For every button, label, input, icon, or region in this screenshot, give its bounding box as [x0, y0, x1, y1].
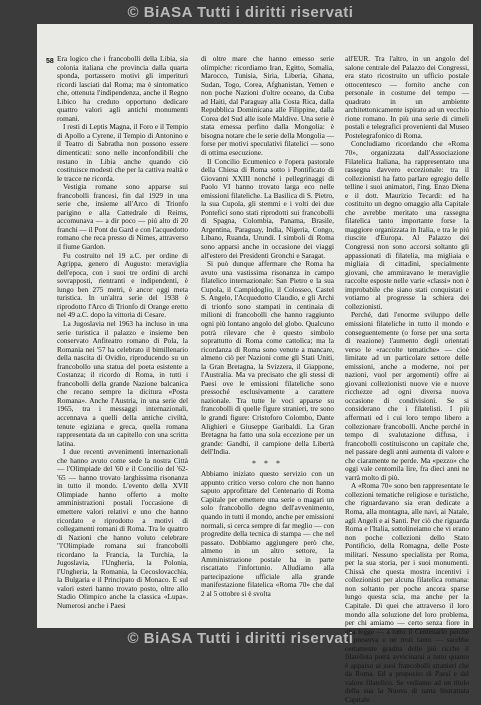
paragraph: Perché, dati l'enorme sviluppo delle emissioni filateliche in tutto il mondo e conseguentemente (o forse per una sorta di reazione) l'aumento degli orientati verso le «raccolte tematiche» — cioè limitate ad un particolare settore delle emissioni, anche a moderne, noi per nazioni, vuol per argomenti) offre ai giovani collezionisti nuove vie e nuove ricchezze ad ogni diversa nuova occasione di condivisioni. Se si considerano che i filatelisti. I più affermati ed i cui loro tempo libero a collezionare francobolli. Anche perché in tempo di svalutazione diffusa, i francobolli costituiscono un capitale che, nel passare degli anni aumenta di valore e che ciaramente ne perde. Ma «pezzo» che oggi vale centomila lire, fra dieci anni ne varrà molto di più.	[345, 310, 469, 482]
paragraph: Era logico che i francobolli della Libia, sia colonia italiana che provincia dalla quarta sponda, portassero motivi gli imperituri ricordi lasciati dal Roma; ma è sintomatico che, ottenuta l'indipendenza, anche il Regno Libico ha creduto opportuno dedicare quattro valori agli antichi monumenti romani.	[57, 54, 188, 123]
paragraph: I resti di Leptis Magna, il Foro e il Tempio di Apollo a Cyrene, il Tempio di Antonino e il Teatro di Sabratha non possono essere dimenticati: sono nelle inconfondibili che restano in Libia anche quando ciò costituisce modesti che per la cattiva realtà e le tracce ne ricorda.	[57, 122, 188, 183]
paragraph: La Jugoslavia nel 1963 ha incluso in una serie turistica il palazzo e insieme ben conservato Anfiteatro romano di Pola, la Romania nei '57 ha celebrato il bimillenario della nascita di Ovidio, riproducendo su un francobollo una statua del poeta esistente a Costanza; il ricordo di Roma, in tutti i francobolli della grande Nazione balcanica che recano sempre la dicitura «Posta Romana». Anche l'Austria, in una serie del 1965, tra i messaggi internazionali, accennava a quelli della antiche civiltà, tenute egiziana e greca, quella romana rappresentata da un capitello con una scritta latina.	[57, 318, 188, 448]
page-number: 58	[46, 58, 54, 65]
paragraph: Si può dunque affermare che Roma ha avuto una vastissima risonanza in campo filatelico internazionale: San Pietro e la sua Cupola, il Campidoglio, il Colosseo, Castel S. Angelo, l'Acquedotto Claudio, e gli Archi di trionfo sono stampati in centinaia di milioni di francobolli che hanno raggiunto ogni più lontano angolo del globo. Qualcuno potrà rilevare che è questo simbolo soprattutto di Roma come cattolica; ma la ricordanza di Roma sono venute a mancare, almeno ciò per Nazioni come gli Stati Uniti, la Gran Bretagna, la Svizzera, il Giappone, l'Australia. Ma va precisato che gli stessi di Paesi ove le emissioni filateliche sono pressoché esclusivamente a carattere nazionale. Tra tutte le voci apparse su francobolli di quelle figure stranieri, tre sono le grandi figure: Cristoforo Colombo, Dante Alighieri e Giuseppe Garibaldi. La Gran Bretagna ha fatto una sola eccezione per un grande: Gandhi, il campione della Libertà dell'India.	[201, 259, 334, 457]
watermark-top: © BiASA Tutti i diritti riservati	[127, 4, 354, 21]
paragraph: di oltre mare che hanno emesso serie olimpiche: ricordiamo Iran, Egitto, Somalia, Marocco, Tunisia, Siria, Liberia, Ghana, Sudan, Togo, Corea, Afghanistan, Yemen e non poche Nazioni d'oltre oceano, da Cuba ad Haiti, dal Paraguay alla Costa Rica, dalla Repubblica Dominicana alle Filippine, dalla Corea del Sud alle isole Maldive. Una serie è stata emessa perfino dalla Mongolia: è bisogna notare che le serie della Mongolia — forse per motivi speculativi filatelici — sono di ottima esecuzione.	[201, 54, 334, 158]
paragraph: Concludiamo ricordando che «Roma 70», organizzata dall'Associazione Filatelica Italiana, ha rappresentato una rassegna davvero eccezionale: tra il collezionisti ha fatto parlare egregio delle telline i suoi animatori, l'ing. Enzo Diena e il dott. Maurizio Tecardi: ed ha costituito un degno omaggio alla Capitale che avrebbe meritato una rassegna filatelica tanto importante forse la maggiore organizzata in Italia, e tra le piú riuscite d'Europa. Al Palazzo dei Congressi non sono accorsi soltanto gli appassionati di filatelia, ma migliaia e migliaia di cittadini, specialmente giovani, che ammiravano le meraviglie raccolte esposte nelle varie «classi» non è improbabile che siano stati conquistati e votiamo al progresse la schiera dei collezionisti.	[345, 139, 469, 311]
paragraph: Abbiamo iniziato questo servizio con un appunto critico verso coloro che non hanno saputo approfittare del Centenario di Roma Capitale per emettere una serie o magari un solo francobollo degno dell'avvenimento, quando in tutti il mondo, anche per emissioni normali, si cerca sempre di far meglio — con progredite della tecnica di stampa — che nel passato. Dobbiamo aggiungere però che, almeno in un altro settore, la Amministrazione postale ha in parte riscattato l'infortunio. Alludiamo alla partecipazione ufficiale alla grande manifestazione filatelica «Roma 70» che dal 2 al 5 ottobre si è svolta	[201, 469, 334, 598]
section-separator: * * *	[252, 458, 283, 468]
text-column-left	[57, 55, 188, 625]
paragraph: Vestigia romane sono apparse sui francobolli francesi, fin dal 1929 in una serie che, insieme all'Arco di Trionfo parigino e alla Cattedrale di Reims, accomunava — a dir poco — piú alto di 20 franchi — il Pont du Gard e con l'acquedotto romano che reca presso di Nimes, attraverso il fiume Gardon.	[57, 182, 189, 252]
text-column-middle	[201, 55, 334, 625]
paragraph: Il Concilio Ecumenico e l'opera pastorale della Chiesa di Roma sotto i Pontificato di Giovanni XXIII nonché i pellegrinaggi di Paolo VI hanno trovato larga eco nelle emissioni filateliche. La Basilica di S. Pietro, la sua Cupola, gli stemmi e i volti dei due Pontefici sono stati riprodotti sui francobolli di Spagna, Colombia, Panama, Brasile, Argentina, Paraguay, India, Nigeria, Congo, Libano, Ruanda, Urundi. I simboli di Roma sono apparsi anche in occasione dei viaggi all'estero dei Presidenti Gronchi e Saragat.	[201, 156, 334, 260]
paragraph: I due recenti avvenimenti internazionali che hanno avuto come sede la nostra Città — l'Olimpiade del '60 e il Concilio del '62-'65 — hanno trovato larghissima risonanza in tutto il mondo. L'evento della XVII Olimpiade hanno offerto a molte amministrazioni postali l'occasione di emettere valori relativi e uno che hanno ricordato e riprodotto a motivi di collegamenti romani di Roma. Tra le quattro di Nazioni che hanno voluto celebrare "l'Olimpiade romana sui francobolli ricordano la Francia, la Turchia, la Jugoslavia, l'Ungheria, la Polonia, l'Ungheria, la Romania, la Cecoslovacchia, la Bulgaria e il Principato di Monaco. E sul valori esteri hanno trovato posto, oltre allo Stadio Olimpico anche la classica «Lupa». Numerosi anche i Paesi	[57, 447, 188, 610]
paragraph: all'EUR. Tra l'altro, in un angolo del salone centrale del Palazzo dei Congressi, era stato ricostruito un ufficio postale ottocentesco — fornito anche con personale in costume del tempo — quadrato in un ambiente architettonicamente ispirato ad un vecchio rione romano. In più una serie di cimeli postali e telegrafici provenienti dal Museo Postelegrafonico di Roma.	[345, 54, 469, 140]
watermark-bottom: © BiASA Tutti i diritti riservati	[127, 630, 354, 647]
paragraph: Fu costruito nel 19 a.C. per ordine di Agrippa, genero di Augusto: meraviglia dell'epoca, con i suoi tre ordini di archi sovrapposti, rientranti e indipendenti, è lungo ben 275 metri, è ancor oggi meta turistica. In un'altra serie del 1938 è riprodotto l'Arco di Trionfo di Orange eretto nel 49 a.C. dopo la vittoria di Cesare.	[57, 250, 188, 320]
text-column-right	[345, 54, 469, 705]
paragraph: A «Roma 70» sono ben rappresentate le collezioni tematiche religiose e turistiche, che riguardavano sia eran dedicate a Roma, alla montagna, alle navi, ai Natale, agli Angeli e ai Santi. Per ciò che riguarda Roma e l'Italia, sottolineiamo che vi erano non poche collezioni dello Stato Pontificio, della Romagna, delle Poste militari. Nessuno specialista per Roma, per la sua storia, per i suoi monumenti. Chissà che questa mostra incentivi i collezionisti per alcuna filatelica romana: non soltanto per poche ancora sparse lungo questa scia, ma anche per la Capitale. Di quei che attraverso il loro mondo alla soluzione del loro problema, per chi amiamo — certo senza fiore in una legge — a tutto il Centenario perché si preserva e ne resti tanto — sarebbe certamente gradita delle più ricche il filatelista potrà avvicinarsi a tutto quanto è apparso ai suoi francobolli stranieri che da Roma. Ed a proposito di Paesi e del valore filatelico. Se vediamo ad un titolo della sua la Nuova di tanta bistrattata Capitale.	[345, 481, 469, 705]
